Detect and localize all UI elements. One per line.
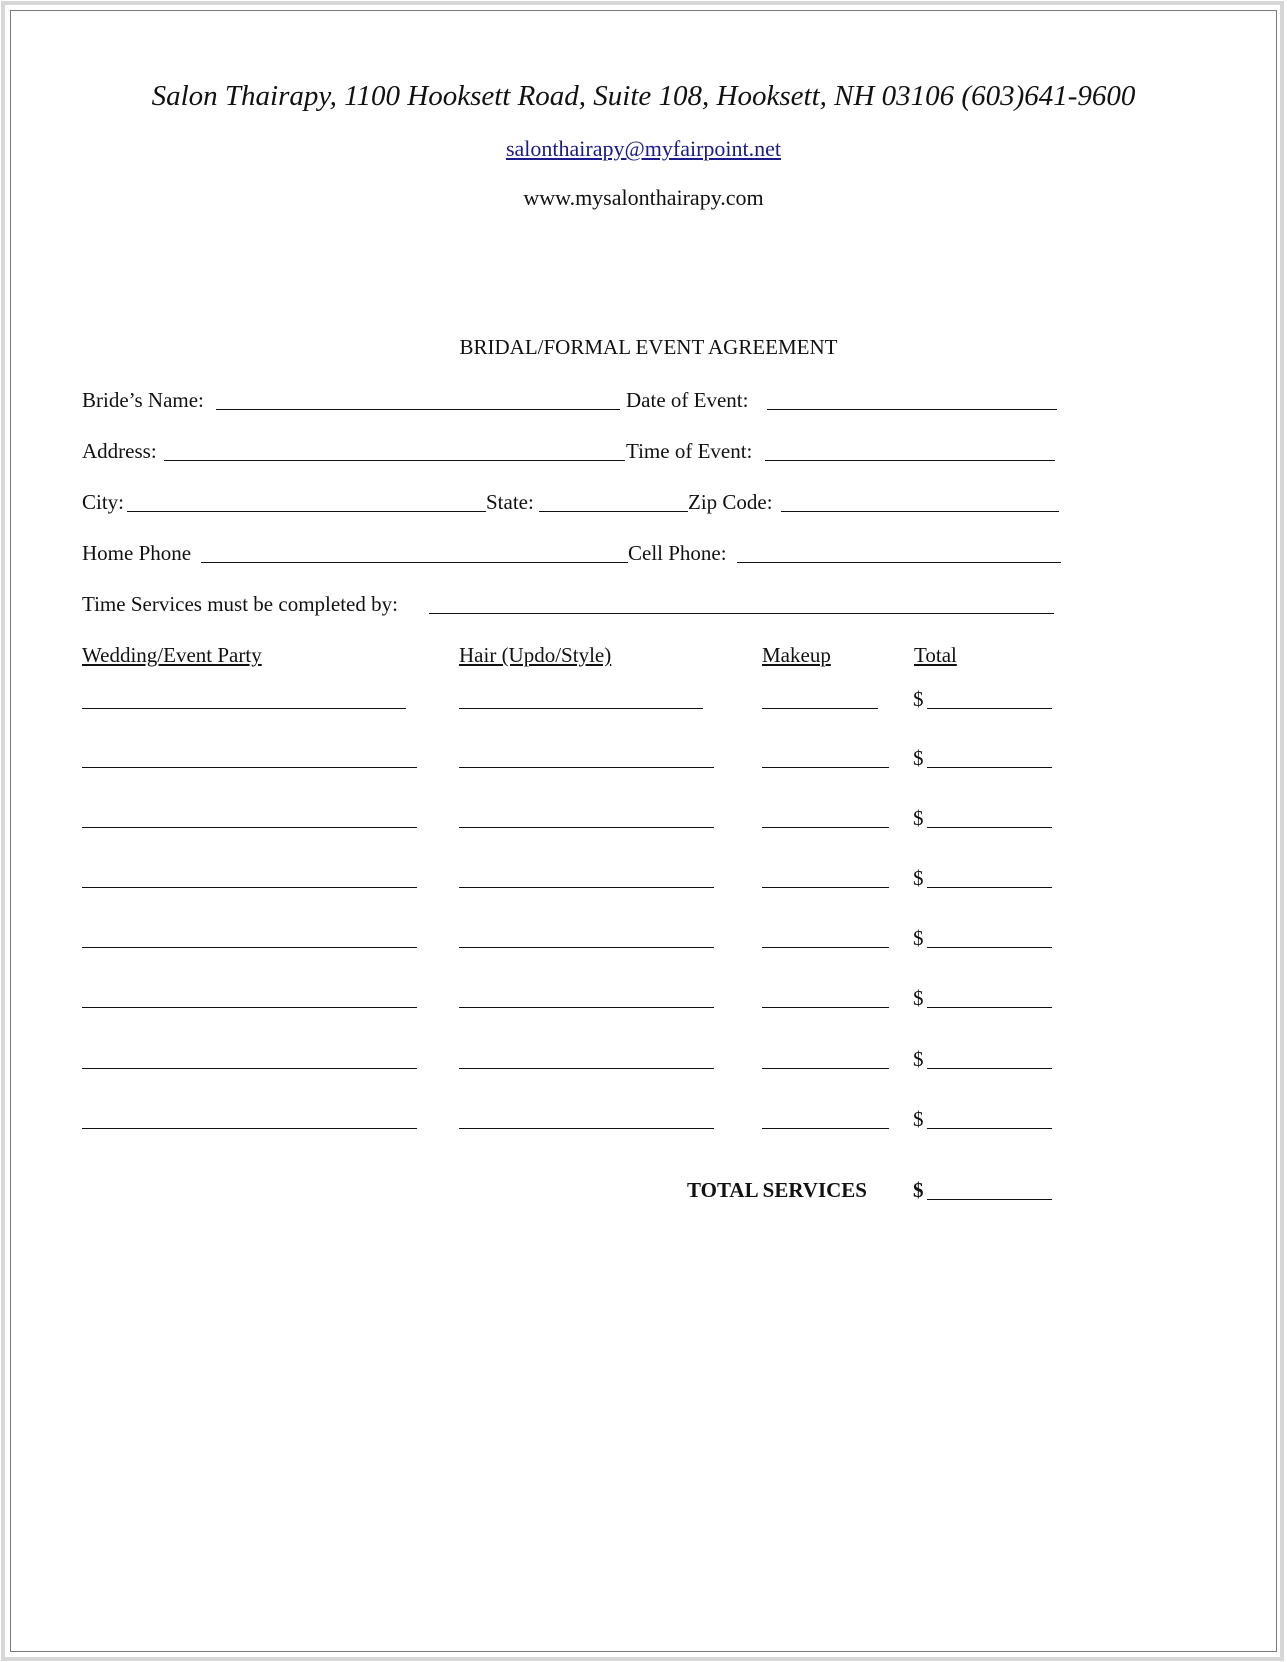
row-7-hair-field[interactable] (459, 1068, 714, 1069)
row-2-dollar-sign: $ (913, 746, 924, 770)
row-1-party-field[interactable] (82, 708, 406, 709)
row-3-total-field[interactable] (927, 827, 1052, 828)
zip-code-field[interactable] (781, 511, 1059, 512)
email-line (0, 136, 1287, 162)
email-link[interactable]: salonthairapy@myfairpoint.net (505, 136, 782, 161)
row-3-party-field[interactable] (82, 827, 417, 828)
row-8-dollar-sign: $ (913, 1107, 924, 1131)
column-header-makeup: Makeup (762, 643, 831, 667)
row-5-makeup-field[interactable] (762, 947, 889, 948)
cell-phone-label: Cell Phone: (628, 541, 727, 565)
row-6-total-field[interactable] (927, 1007, 1052, 1008)
row-2-hair-field[interactable] (459, 767, 714, 768)
cell-phone-field[interactable] (737, 562, 1061, 563)
home-phone-field[interactable] (201, 562, 628, 563)
city-label: City: (82, 490, 125, 514)
row-8-total-field[interactable] (927, 1128, 1052, 1129)
row-1-makeup-field[interactable] (762, 708, 878, 709)
time-services-field[interactable] (429, 613, 1054, 614)
row-4-dollar-sign: $ (913, 866, 924, 890)
total-services-field[interactable] (927, 1199, 1052, 1200)
website-line: www.mysalonthairapy.com (523, 185, 764, 210)
salon-address-line: Salon Thairapy, 1100 Hooksett Road, Suite 108, Hooksett, NH 03106 (603)641-9600 (151, 80, 1136, 112)
row-2-makeup-field[interactable] (762, 767, 889, 768)
row-3-makeup-field[interactable] (762, 827, 889, 828)
address-label: Address: (82, 439, 157, 463)
row-6-dollar-sign: $ (913, 986, 924, 1010)
row-2-party-field[interactable] (82, 767, 417, 768)
time-services-label: Time Services must be completed by: (82, 592, 398, 616)
time-of-event-label: Time of Event: (626, 439, 753, 463)
time-of-event-field[interactable] (765, 460, 1055, 461)
total-services-label: TOTAL SERVICES (687, 1178, 867, 1202)
row-7-party-field[interactable] (82, 1068, 417, 1069)
row-6-makeup-field[interactable] (762, 1007, 889, 1008)
zip-code-label: Zip Code: (688, 490, 773, 514)
column-header-total: Total (914, 643, 957, 667)
state-field[interactable] (539, 511, 688, 512)
row-6-party-field[interactable] (82, 1007, 417, 1008)
row-4-party-field[interactable] (82, 887, 417, 888)
page-inner-frame (10, 10, 1277, 1652)
row-5-dollar-sign: $ (913, 926, 924, 950)
date-of-event-label: Date of Event: (626, 388, 749, 412)
brides-name-label: Bride’s Name: (82, 388, 204, 412)
row-8-hair-field[interactable] (459, 1128, 714, 1129)
row-7-dollar-sign: $ (913, 1047, 924, 1071)
row-3-dollar-sign: $ (913, 806, 924, 830)
row-5-hair-field[interactable] (459, 947, 714, 948)
row-1-total-field[interactable] (927, 708, 1052, 709)
state-label: State: (486, 490, 534, 514)
home-phone-label: Home Phone (82, 541, 192, 565)
row-8-makeup-field[interactable] (762, 1128, 889, 1129)
row-6-hair-field[interactable] (459, 1007, 714, 1008)
city-field[interactable] (127, 511, 486, 512)
form-title: BRIDAL/FORMAL EVENT AGREEMENT (459, 335, 838, 359)
date-of-event-field[interactable] (767, 409, 1057, 410)
row-8-party-field[interactable] (82, 1128, 417, 1129)
row-4-total-field[interactable] (927, 887, 1052, 888)
row-4-hair-field[interactable] (459, 887, 714, 888)
total-services-dollar: $ (913, 1178, 924, 1202)
row-2-total-field[interactable] (927, 767, 1052, 768)
address-field[interactable] (164, 460, 625, 461)
column-header-party: Wedding/Event Party (82, 643, 262, 667)
row-7-makeup-field[interactable] (762, 1068, 889, 1069)
row-7-total-field[interactable] (927, 1068, 1052, 1069)
row-5-party-field[interactable] (82, 947, 417, 948)
row-3-hair-field[interactable] (459, 827, 714, 828)
row-5-total-field[interactable] (927, 947, 1052, 948)
column-header-hair: Hair (Updo/Style) (459, 643, 612, 667)
row-1-hair-field[interactable] (459, 708, 703, 709)
row-4-makeup-field[interactable] (762, 887, 889, 888)
row-1-dollar-sign: $ (913, 687, 924, 711)
brides-name-field[interactable] (216, 409, 620, 410)
